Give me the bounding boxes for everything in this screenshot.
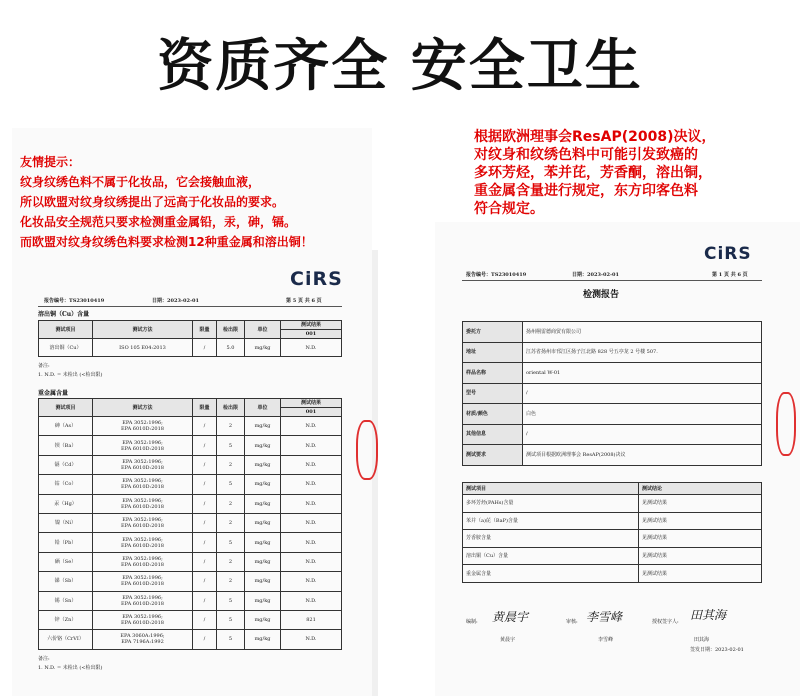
table-cell: N.D. bbox=[281, 513, 342, 532]
table-row bbox=[463, 424, 762, 445]
cirs-logo: CiRS bbox=[704, 244, 752, 264]
table-cell: mg/kg bbox=[245, 339, 281, 357]
table-row bbox=[39, 610, 342, 629]
table-cell: 多环芳烃(PAHs)含量 bbox=[463, 495, 639, 513]
table-cell: / bbox=[193, 533, 217, 552]
table-cell: / bbox=[193, 339, 217, 357]
table-cell: 六价铬（CrVI） bbox=[39, 630, 93, 649]
method-line: EPA 6010D:2018 bbox=[121, 445, 164, 452]
col-header: 测试项目 bbox=[463, 483, 639, 495]
table-cell: / bbox=[193, 436, 217, 455]
table-cell: mg/kg bbox=[245, 610, 281, 629]
table-cell: / bbox=[193, 494, 217, 513]
info-value: 白色 bbox=[523, 404, 762, 425]
cirs-logo: CiRS bbox=[290, 268, 343, 290]
table-cell: 芳香胺含量 bbox=[463, 530, 639, 548]
report-date: 日期：2023-02-01 bbox=[572, 272, 619, 278]
table-cell: N.D. bbox=[281, 630, 342, 649]
table-cell: / bbox=[193, 552, 217, 571]
metal-table bbox=[38, 398, 342, 650]
info-value: oriental W-01 bbox=[523, 363, 762, 384]
method-line: EPA 3052:1996; bbox=[122, 458, 163, 465]
remarks: 1. N.D. = 未检出 (<检出限) bbox=[38, 372, 103, 378]
right-note-line: 根据欧洲理事会ResAP(2008)决议， bbox=[474, 129, 716, 145]
table-cell: 重金属含量 bbox=[463, 565, 639, 583]
remarks: 备注: bbox=[38, 656, 50, 662]
report-date: 日期：2023-02-01 bbox=[152, 298, 199, 304]
red-stamp bbox=[356, 420, 378, 480]
table-cell: 5 bbox=[217, 533, 245, 552]
right-note-line: 符合规定。 bbox=[474, 201, 544, 217]
info-label: 地址 bbox=[463, 342, 523, 363]
table-cell: 苯并（a)芘（BaP)含量 bbox=[463, 512, 639, 530]
signature-label: 编制: bbox=[466, 619, 478, 625]
signer-name: 黄晨宇 bbox=[500, 637, 516, 643]
table-cell: 镍（Ni） bbox=[39, 513, 93, 532]
col-header: 测试结果 bbox=[281, 399, 342, 408]
table-cell bbox=[93, 591, 193, 610]
table-row bbox=[463, 512, 762, 530]
client-info-table bbox=[462, 321, 762, 466]
table-cell: / bbox=[193, 630, 217, 649]
table-cell: 5 bbox=[217, 475, 245, 494]
method-line: EPA 6010D:2018 bbox=[121, 503, 164, 510]
header-rule bbox=[462, 280, 762, 281]
page-number: 第 5 页 共 6 页 bbox=[286, 298, 322, 304]
right-note-line: 对纹身和纹绣色料中可能引发致癌的 bbox=[474, 147, 698, 163]
method-line: EPA 3052:1996; bbox=[122, 478, 163, 485]
table-cell: mg/kg bbox=[245, 417, 281, 436]
table-cell bbox=[93, 552, 193, 571]
method-line: EPA 6010D:2018 bbox=[121, 484, 164, 491]
report-title: 检测报告 bbox=[583, 290, 620, 300]
col-header: 单位 bbox=[245, 399, 281, 417]
table-cell: / bbox=[193, 455, 217, 474]
table-cell bbox=[93, 436, 193, 455]
table-cell: 见测试结果 bbox=[639, 495, 762, 513]
table-cell: 砷（As） bbox=[39, 417, 93, 436]
table-row bbox=[463, 547, 762, 565]
col-header: 检出限 bbox=[217, 321, 245, 339]
table-cell: 见测试结果 bbox=[639, 547, 762, 565]
page-number: 第 1 页 共 6 页 bbox=[712, 272, 748, 278]
table-cell: 见测试结果 bbox=[639, 530, 762, 548]
right-note-line: 重金属含量进行规定，东方印客色料 bbox=[474, 183, 698, 199]
header-rule bbox=[38, 306, 342, 307]
table-cell: ISO 105 E04:2013 bbox=[93, 339, 193, 357]
info-label: 材质/颜色 bbox=[463, 404, 523, 425]
method-line: EPA 3052:1996; bbox=[122, 614, 163, 621]
table-row bbox=[39, 552, 342, 571]
method-line: EPA 6010D:2018 bbox=[121, 620, 164, 627]
table-row bbox=[39, 513, 342, 532]
table-cell bbox=[93, 533, 193, 552]
table-cell: 2 bbox=[217, 417, 245, 436]
left-note-line: 友情提示： bbox=[20, 155, 81, 169]
table-cell bbox=[93, 513, 193, 532]
method-line: EPA 3060A:1996; bbox=[120, 633, 165, 640]
col-header: 单位 bbox=[245, 321, 281, 339]
left-note-line: 化妆品安全规范只要求检测重金属铅，汞，砷，镉。 bbox=[20, 215, 297, 229]
table-cell: 2 bbox=[217, 552, 245, 571]
table-cell: 5 bbox=[217, 436, 245, 455]
table-cell: N.D. bbox=[281, 494, 342, 513]
info-value: 江苏省扬州市邗江区扬子江北路 828 号五亭龙 2 号楼 507. bbox=[523, 342, 762, 363]
method-line: EPA 3052:1996; bbox=[122, 536, 163, 543]
info-value: 扬州栩雷德商贸有限公司 bbox=[523, 322, 762, 343]
info-value: 测试项目根据欧洲理事会 ResAP(2008)决议 bbox=[523, 445, 762, 466]
right-note-line: 多环芳烃，苯并芘，芳香酮，溶出铜， bbox=[474, 165, 712, 181]
info-label: 其他信息 bbox=[463, 424, 523, 445]
method-line: EPA 3052:1996; bbox=[122, 517, 163, 524]
table-cell: N.D. bbox=[281, 339, 342, 357]
table-cell: 锑（Sb） bbox=[39, 572, 93, 591]
table-cell: / bbox=[193, 610, 217, 629]
copper-section-title: 溶出铜（Cu）含量 bbox=[38, 311, 90, 318]
method-line: EPA 3052:1996; bbox=[122, 555, 163, 562]
table-cell: mg/kg bbox=[245, 552, 281, 571]
col-header: 测试项目 bbox=[39, 321, 93, 339]
report-number: 报告编号：TS23010419 bbox=[44, 298, 105, 304]
table-cell: mg/kg bbox=[245, 436, 281, 455]
left-note-line: 而欧盟对纹身纹绣色料要求检测12种重金属和溶出铜！ bbox=[20, 235, 313, 249]
col-header: 测试方法 bbox=[93, 321, 193, 339]
table-cell: / bbox=[193, 591, 217, 610]
col-header: 测试结果 bbox=[281, 321, 342, 330]
right-note bbox=[474, 128, 774, 218]
col-header: 限量 bbox=[193, 321, 217, 339]
info-value: / bbox=[523, 383, 762, 404]
method-line: EPA 3052:1996; bbox=[122, 497, 163, 504]
table-cell: 5 bbox=[217, 610, 245, 629]
table-cell: 5.0 bbox=[217, 339, 245, 357]
table-cell: 2 bbox=[217, 513, 245, 532]
table-cell: N.D. bbox=[281, 475, 342, 494]
table-cell: 2 bbox=[217, 572, 245, 591]
table-cell: mg/kg bbox=[245, 455, 281, 474]
table-row bbox=[39, 475, 342, 494]
signature-label: 授权签字人: bbox=[652, 619, 679, 625]
table-row bbox=[39, 436, 342, 455]
table-cell: 821 bbox=[281, 610, 342, 629]
remarks: 1. N.D. = 未检出 (<检出限) bbox=[38, 665, 103, 671]
col-header: 测试项目 bbox=[39, 399, 93, 417]
method-line: EPA 6010D:2018 bbox=[121, 464, 164, 471]
table-cell: N.D. bbox=[281, 552, 342, 571]
sample-id: 001 bbox=[281, 330, 342, 339]
table-cell: N.D. bbox=[281, 436, 342, 455]
metal-section-title: 重金属含量 bbox=[38, 390, 69, 397]
info-label: 测试要求 bbox=[463, 445, 523, 466]
col-header: 测试方法 bbox=[93, 399, 193, 417]
table-cell: 2 bbox=[217, 494, 245, 513]
table-cell bbox=[93, 417, 193, 436]
method-line: EPA 3052:1996; bbox=[122, 439, 163, 446]
signature-label: 审核: bbox=[566, 619, 578, 625]
table-cell: mg/kg bbox=[245, 513, 281, 532]
col-header: 限量 bbox=[193, 399, 217, 417]
table-cell bbox=[93, 630, 193, 649]
copper-table bbox=[38, 320, 342, 357]
info-label: 委托方 bbox=[463, 322, 523, 343]
method-line: EPA 6010D:2018 bbox=[121, 581, 164, 588]
method-line: EPA 6010D:2018 bbox=[121, 542, 164, 549]
table-cell: mg/kg bbox=[245, 533, 281, 552]
table-cell: 见测试结果 bbox=[639, 512, 762, 530]
table-row bbox=[39, 417, 342, 436]
table-cell: N.D. bbox=[281, 533, 342, 552]
headline: 资质齐全 安全卫生 bbox=[157, 34, 643, 99]
remarks: 备注: bbox=[38, 363, 50, 369]
info-label: 样品名称 bbox=[463, 363, 523, 384]
left-note bbox=[20, 152, 380, 252]
table-cell bbox=[93, 455, 193, 474]
signer-name: 李雪峰 bbox=[598, 637, 614, 643]
table-cell: 5 bbox=[217, 591, 245, 610]
table-cell bbox=[93, 475, 193, 494]
table-cell: / bbox=[193, 475, 217, 494]
table-cell: 汞（Hg） bbox=[39, 494, 93, 513]
table-cell: N.D. bbox=[281, 417, 342, 436]
table-row bbox=[463, 495, 762, 513]
table-cell: N.D. bbox=[281, 455, 342, 474]
left-note-line: 纹身纹绣色料不属于化妆品，它会接触血液， bbox=[20, 175, 261, 189]
table-row bbox=[463, 404, 762, 425]
table-cell: 见测试结果 bbox=[639, 565, 762, 583]
table-row bbox=[39, 572, 342, 591]
table-row bbox=[463, 565, 762, 583]
table-cell: 锡（Sn） bbox=[39, 591, 93, 610]
table-row bbox=[463, 363, 762, 384]
table-cell: N.D. bbox=[281, 591, 342, 610]
table-cell: 硒（Se） bbox=[39, 552, 93, 571]
method-line: EPA 7196A:1992 bbox=[121, 639, 164, 646]
col-header: 检出限 bbox=[217, 399, 245, 417]
table-cell: 钴（Co） bbox=[39, 475, 93, 494]
table-row bbox=[39, 494, 342, 513]
table-cell bbox=[93, 494, 193, 513]
table-cell: mg/kg bbox=[245, 475, 281, 494]
method-line: EPA 3052:1996; bbox=[122, 420, 163, 427]
signer-name: 田其海 bbox=[694, 637, 710, 643]
method-line: EPA 6010D:2018 bbox=[121, 561, 164, 568]
info-value: / bbox=[523, 424, 762, 445]
table-cell bbox=[93, 572, 193, 591]
summary-table bbox=[462, 482, 762, 583]
table-cell: 镉（Cd） bbox=[39, 455, 93, 474]
method-line: EPA 3052:1996; bbox=[122, 594, 163, 601]
info-label: 型号 bbox=[463, 383, 523, 404]
signature-3: 田其海 bbox=[690, 608, 727, 622]
signature-2: 李雪峰 bbox=[586, 610, 623, 624]
table-cell: 2 bbox=[217, 455, 245, 474]
method-line: EPA 6010D:2018 bbox=[121, 426, 164, 433]
table-row bbox=[39, 630, 342, 649]
table-row bbox=[39, 455, 342, 474]
table-cell: 铅（Pb） bbox=[39, 533, 93, 552]
method-line: EPA 6010D:2018 bbox=[121, 600, 164, 607]
method-line: EPA 3052:1996; bbox=[122, 575, 163, 582]
table-row bbox=[39, 591, 342, 610]
table-cell: 钡（Ba） bbox=[39, 436, 93, 455]
table-row bbox=[463, 342, 762, 363]
table-cell: 溶出铜（Cu） bbox=[39, 339, 93, 357]
table-cell: 溶出铜（Cu）含量 bbox=[463, 547, 639, 565]
table-cell: 锌（Zn） bbox=[39, 610, 93, 629]
sample-id: 001 bbox=[281, 408, 342, 417]
table-cell: mg/kg bbox=[245, 630, 281, 649]
table-cell: 5 bbox=[217, 630, 245, 649]
method-line: EPA 6010D:2018 bbox=[121, 523, 164, 530]
table-cell: / bbox=[193, 572, 217, 591]
table-cell: N.D. bbox=[281, 572, 342, 591]
left-note-line: 所以欧盟对纹身纹绣提出了远高于化妆品的要求。 bbox=[20, 195, 285, 209]
table-row bbox=[463, 530, 762, 548]
table-cell: mg/kg bbox=[245, 591, 281, 610]
signature-1: 黄晨宇 bbox=[492, 610, 529, 624]
col-header: 测试结论 bbox=[639, 483, 762, 495]
table-row bbox=[39, 533, 342, 552]
table-cell bbox=[93, 610, 193, 629]
table-cell: mg/kg bbox=[245, 494, 281, 513]
table-cell: mg/kg bbox=[245, 572, 281, 591]
table-cell: / bbox=[193, 513, 217, 532]
table-row bbox=[463, 445, 762, 466]
table-cell: / bbox=[193, 417, 217, 436]
red-stamp bbox=[776, 392, 796, 456]
table-row bbox=[463, 322, 762, 343]
sign-date: 签发日期：2023-02-01 bbox=[690, 647, 744, 653]
table-row bbox=[463, 383, 762, 404]
report-number: 报告编号：TS23010419 bbox=[466, 272, 527, 278]
